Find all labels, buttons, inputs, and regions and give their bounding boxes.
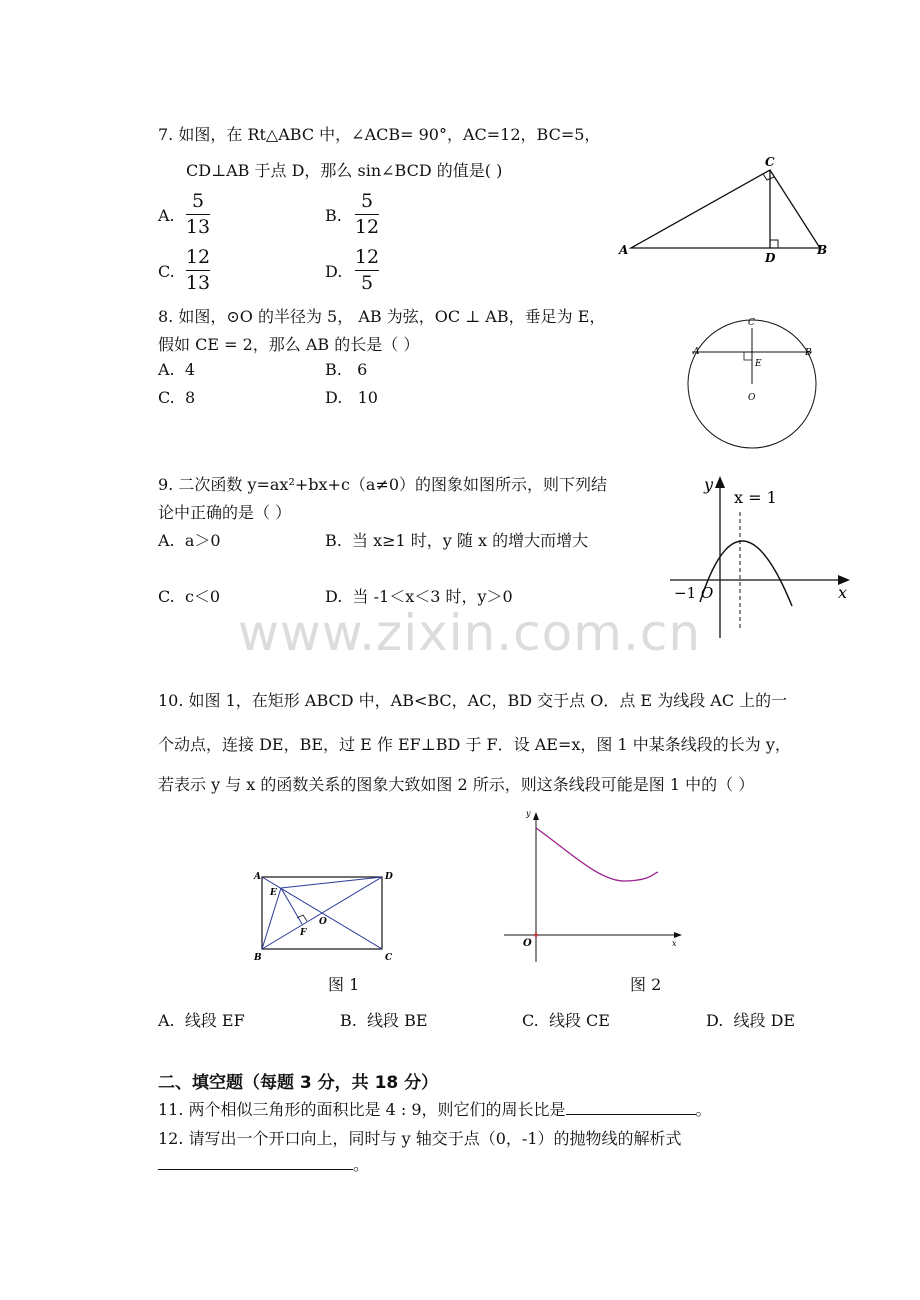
- q11-answer-blank[interactable]: [566, 1100, 696, 1115]
- fig2-label-o: O: [523, 938, 532, 949]
- q8-label-o: O: [748, 393, 756, 403]
- fraction-bar: [186, 214, 210, 215]
- fig1-label-c: C: [385, 953, 393, 963]
- q7-option-a-fraction: [184, 190, 212, 239]
- q7-option-b-numerator: 5: [360, 190, 374, 212]
- origin-dot: [534, 933, 538, 937]
- q11-end: 。: [695, 1100, 712, 1119]
- fraction-bar: [186, 270, 210, 271]
- q7-label-d: D: [765, 251, 776, 265]
- right-angle-mark-d: [770, 240, 778, 248]
- fig1-label-a: A: [254, 872, 261, 882]
- q9-line2: 论中正确的是（ ）: [158, 503, 292, 522]
- fig2-curve: [536, 828, 658, 881]
- q9-label-o: O: [701, 584, 714, 602]
- fraction-bar: [355, 270, 379, 271]
- q7-option-b-denominator: 12: [354, 216, 380, 238]
- q7-option-d-denominator: 5: [360, 272, 374, 294]
- q8-option-b: B. 6: [325, 360, 368, 379]
- q11: [158, 1097, 712, 1120]
- q8-label-c: C: [748, 318, 755, 328]
- fig2-label-y: y: [526, 809, 531, 818]
- q8-option-d: D. 10: [325, 388, 378, 407]
- q7-option-d-label: D.: [325, 262, 343, 281]
- fig2-x-axis-arrow: [674, 932, 682, 938]
- q10-figure2-graph: [500, 800, 690, 968]
- q10-line1: 10. 如图 1，在矩形 ABCD 中，AB<BC，AC，BD 交于点 O．点 E 为线段 AC 上的一: [158, 691, 788, 710]
- q7-option-c-numerator: 12: [185, 246, 211, 268]
- q12-end: 。: [353, 1155, 370, 1174]
- q7-option-a-label: A.: [158, 206, 175, 225]
- segment-ef: [281, 888, 302, 924]
- q8-label-e: E: [755, 359, 762, 369]
- q9-line1: 9. 二次函数 y=ax²+bx+c（a≠0）的图象如图所示，则下列结: [158, 475, 608, 494]
- q8-label-b: B: [805, 348, 812, 358]
- q10-option-b: B. 线段 BE: [340, 1011, 428, 1030]
- q7-triangle-figure: [615, 150, 845, 265]
- q10-figure1-rectangle: [250, 868, 400, 968]
- q7-label-b: B: [817, 243, 828, 257]
- q7-option-d-fraction: [353, 246, 381, 295]
- q8-line1: 8. 如图，⊙O 的半径为 5， AB 为弦，OC ⊥ AB，垂足为 E，: [158, 307, 606, 326]
- q9-option-d: D. 当 -1＜x＜3 时，y＞0: [325, 587, 513, 606]
- q7-label-c: C: [765, 155, 775, 169]
- q7-option-b-label: B.: [325, 206, 342, 225]
- q11-text: 11. 两个相似三角形的面积比是 4 : 9，则它们的周长比是: [158, 1100, 566, 1119]
- fig1-label-b: B: [254, 953, 262, 963]
- q10-option-c: C. 线段 CE: [522, 1011, 610, 1030]
- q8-circle-figure: [680, 312, 830, 457]
- q7-option-c-denominator: 13: [185, 272, 211, 294]
- fig2-caption: 图 2: [630, 975, 662, 994]
- q10-line2: 个动点，连接 DE，BE，过 E 作 EF⊥BD 于 F．设 AE=x，图 1 中某条线段的长为 y，: [158, 735, 791, 754]
- parabola-curve: [700, 541, 792, 606]
- fig1-label-o: O: [319, 917, 327, 927]
- right-angle-mark-e: [744, 352, 752, 360]
- right-angle-mark-c: [763, 174, 774, 180]
- triangle-abc: [631, 170, 820, 248]
- q8-line2: 假如 CE = 2，那么 AB 的长是（ ）: [158, 335, 420, 354]
- q9-label-neg1: −1: [674, 584, 697, 602]
- q9-label-x: x: [838, 583, 848, 602]
- fig1-label-f: F: [300, 928, 307, 938]
- q10-option-a: A. 线段 EF: [158, 1011, 245, 1030]
- q10-line3: 若表示 y 与 x 的函数关系的图象大致如图 2 所示，则这条线段可能是图 1 中的（ ）: [158, 775, 755, 794]
- fig1-caption: 图 1: [328, 975, 360, 994]
- q9-option-c: C. c＜0: [158, 587, 221, 606]
- fig2-label-x: x: [672, 939, 677, 948]
- q8-option-c: C. 8: [158, 388, 196, 407]
- q7-option-b-fraction: [353, 190, 381, 239]
- q7-option-c-label: C.: [158, 262, 175, 281]
- y-axis-arrow: [715, 476, 725, 488]
- fig1-label-e: E: [270, 888, 277, 898]
- q7-label-a: A: [619, 243, 629, 257]
- q9-option-a: A. a＞0: [158, 531, 221, 550]
- fig2-y-axis-arrow: [533, 812, 539, 820]
- q8-label-a: A: [693, 347, 700, 357]
- q7-line2: CD⊥AB 于点 D，那么 sin∠BCD 的值是( ): [186, 161, 503, 180]
- q8-option-a: A. 4: [158, 360, 195, 379]
- q12-line2: [158, 1152, 369, 1175]
- q10-option-d: D. 线段 DE: [706, 1011, 796, 1030]
- watermark: www.zixin.com.cn: [238, 604, 702, 662]
- section2-title: 二、填空题（每题 3 分，共 18 分）: [158, 1073, 439, 1093]
- q7-line1: 7. 如图，在 Rt△ABC 中，∠ACB= 90°，AC=12，BC=5，: [158, 125, 601, 144]
- fig1-label-d: D: [385, 872, 393, 882]
- q7-option-c-fraction: [184, 246, 212, 295]
- q9-label-axis: x = 1: [734, 488, 777, 507]
- q7-option-a-denominator: 13: [185, 216, 211, 238]
- q7-option-d-numerator: 12: [354, 246, 380, 268]
- fraction-bar: [355, 214, 379, 215]
- q9-option-b: B. 当 x≥1 时，y 随 x 的增大而增大: [325, 531, 589, 550]
- q7-option-a-numerator: 5: [191, 190, 205, 212]
- q12-line1: 12. 请写出一个开口向上，同时与 y 轴交于点（0，-1）的抛物线的解析式: [158, 1129, 682, 1148]
- q9-label-y: y: [704, 475, 714, 494]
- q12-answer-blank[interactable]: [158, 1155, 353, 1170]
